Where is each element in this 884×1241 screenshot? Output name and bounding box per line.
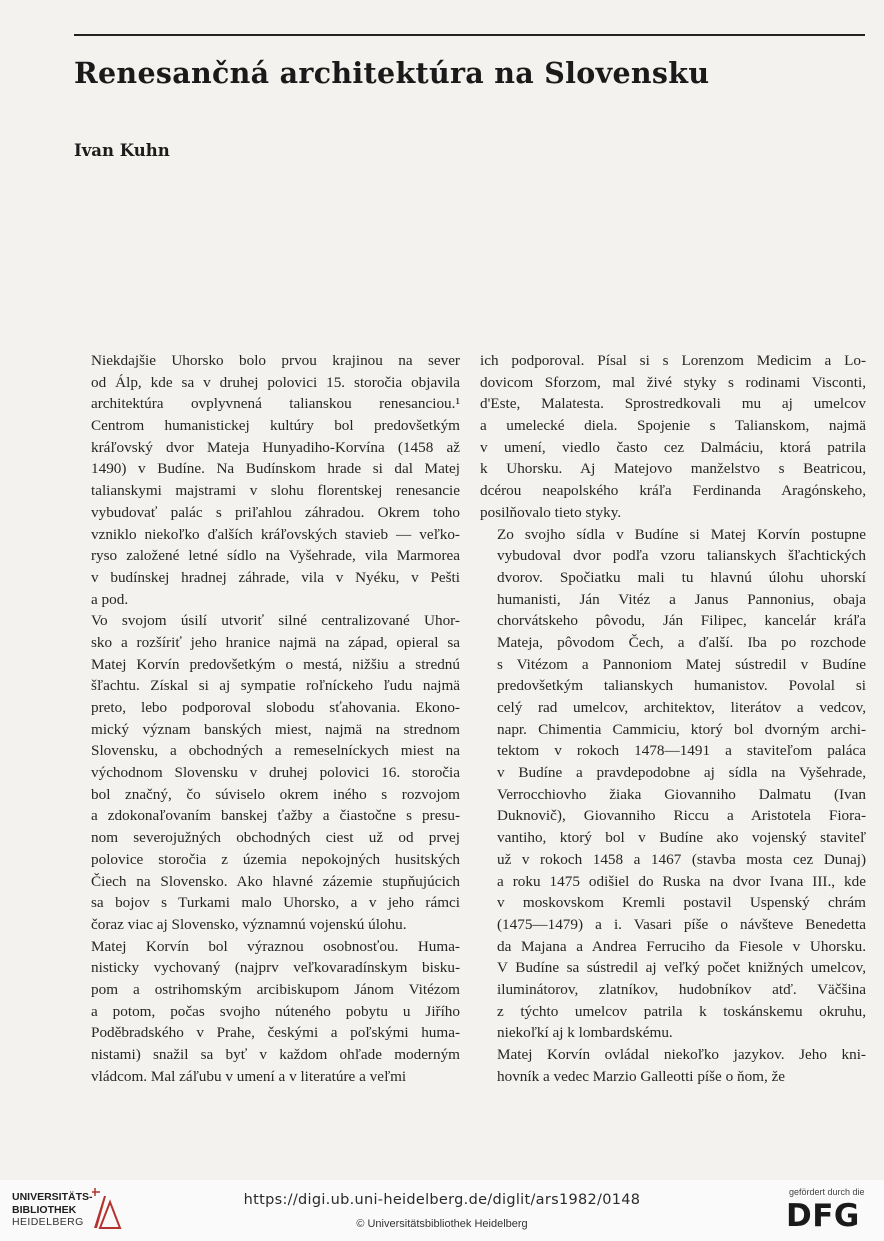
text-line: a pod.	[91, 590, 129, 608]
text-line: napr. Chimentia Cammiciu, ktorý bol dvorným archi-	[497, 720, 866, 738]
text-line: ich podporoval. Písal si s Lorenzom Medicim a Lo-	[480, 352, 866, 369]
paragraph	[74, 350, 460, 610]
text-line: Poděbradského v Prahe, českými a poľskými huma-	[91, 1024, 460, 1042]
text-line: sa bojov s Turkami malo Uhorsko, a v jeho rámci	[91, 894, 460, 912]
text-line: Verrocchiovho žiaka Giovanniho Dalmatu (Ivan	[497, 785, 866, 803]
text-line: da Majana a Andrea Ferruciho da Fiesole v Uhorsku.	[497, 937, 866, 955]
text-line: nistami) snažil sa byť v každom ohľade moderným	[91, 1046, 460, 1063]
text-column-left	[74, 350, 460, 1087]
text-line: nisticky vychovaný (najprv veľkovaradínskym bisku-	[91, 959, 460, 977]
text-line: 1490) v Budíne. Na Budínskom hrade si dal Matej	[91, 460, 460, 478]
text-line: v umení, viedlo často cez Dalmáciu, ktorá patrila	[480, 438, 866, 456]
text-line: čoraz viac aj Slovensko, významnú vojenskú úlohu.	[91, 915, 407, 933]
text-line: Vo svojom úsilí utvoriť silné centralizované Uhor-	[91, 612, 460, 630]
text-line: Duknovič), Giovanniho Riccu a Aristotela Fiora-	[497, 807, 866, 825]
text-line: V Budíne sa sústredil aj veľký počet knižných umelcov,	[497, 959, 866, 977]
text-line: tektom v rokoch 1478—1491 a staviteľom paláca	[497, 742, 866, 760]
text-line: Čiech na Slovensko. Ako hlavné zázemie stupňujúcich	[91, 872, 460, 890]
library-name-line2: BIBLIOTHEK	[12, 1203, 77, 1216]
text-line: Zo svojho sídla v Budíne si Matej Korvín postupne	[497, 525, 866, 543]
text-line: východnom Slovensku v druhej polovici 16. storočia	[91, 764, 460, 782]
text-line: bol značný, čo súviselo okrem iného s rozvojom	[91, 785, 460, 803]
text-line: šľachtu. Získal si aj sympatie roľníckeho ľudu najmä	[91, 677, 460, 695]
text-line: pom a ostrihomským arcibiskupom Jánom Vitézom	[91, 980, 460, 998]
text-line: Centrom humanistickej kultúry bol predovšetkým	[91, 417, 460, 435]
text-line: talianskymi majstrami v slohu florentskej renesancie	[91, 482, 460, 500]
text-line: Niekdajšie Uhorsko bolo prvou krajinou na sever	[91, 352, 460, 369]
text-line: z týchto umelcov patrila k toskánskemu okruhu,	[497, 1002, 866, 1020]
text-line: kráľovský dvor Mateja Hunyadiho-Korvína (1458 až	[91, 438, 460, 456]
paragraph	[480, 524, 866, 1045]
text-line: v Budíne a pravdepodobne aj sídla na Vyšehrade,	[497, 764, 866, 782]
text-line: architektúra ovplyvnená talianskou renesanciou.¹	[91, 395, 460, 413]
funding-label: gefördert durch die	[789, 1187, 865, 1197]
text-column-right	[480, 350, 866, 1087]
library-name-line1: UNIVERSITÄTS-	[12, 1191, 93, 1203]
text-line: a roku 1475 odišiel do Ruska na dvor Ivana III., kde	[497, 872, 866, 890]
text-line: posilňovalo tieto styky.	[480, 503, 622, 521]
text-line: a zdokonaľovaním banskej ťažby a čiastočne s presu-	[91, 807, 460, 825]
text-line: niekoľkí aj k lombardskému.	[497, 1024, 673, 1042]
text-line: vantiho, ktorý bol v Budíne ako vojenský staviteľ	[497, 829, 866, 847]
text-line: humanisti, Ján Vitéz a Janus Pannonius, obaja	[497, 590, 866, 608]
text-line: chorvátskeho pôvodu, Ján Filipec, kancelár kráľa	[497, 612, 866, 630]
text-line: mický význam banských miest, najmä na strednom	[91, 720, 460, 738]
text-line: v budínskej hradnej záhrade, vila v Nyéku, v Pešti	[91, 568, 460, 586]
text-line: k Uhorsku. Aj Matejovo manželstvo s Beatricou,	[480, 460, 866, 478]
text-line: v moskovskom Kremli postavil Uspenský chrám	[497, 894, 866, 912]
text-line: sko a rozšíriť jeho hranice najmä na západ, opieral sa	[91, 633, 460, 651]
text-line: vybudoval dvor podľa vzoru talianskych šľachtických	[497, 547, 866, 565]
article-author: Ivan Kuhn	[74, 141, 170, 160]
text-line: (1475—1479) a i. Vasari píše o návšteve Benedetta	[497, 915, 866, 933]
text-line: Matej Korvín ovládal niekoľko jazykov. Jeho kni-	[497, 1046, 866, 1063]
paragraph	[480, 1044, 866, 1087]
paragraph	[74, 610, 460, 935]
text-line: hovník a vedec Marzio Galleotti píše o ňom, že	[497, 1067, 786, 1085]
text-line: iluminátorov, zlatníkov, hudobníkov atď. Väčšina	[497, 980, 866, 998]
text-line: vybudovať palác s priľahlou záhradou. Okrem toho	[91, 503, 460, 521]
text-line: už v rokoch 1458 a 1467 (stavba mosta cez Dunaj)	[497, 850, 866, 868]
text-line: ryso založené letné sídlo na Vyšehrade, vila Marmorea	[91, 547, 460, 565]
text-line: Matej Korvín predovšetkým o mestá, nižšiu a strednú	[91, 655, 460, 673]
text-line: dcérou neapolského kráľa Ferdinanda Aragónskeho,	[480, 482, 866, 500]
text-line: od Álp, kde sa v druhej polovici 15. storočia objavila	[91, 373, 460, 391]
text-line: Slovensku, a obchodných a remeselníckych miest na	[91, 742, 460, 760]
header-rule	[74, 34, 865, 36]
text-line: Mateja, pôvodom Čech, a ďalší. Iba po rozchode	[497, 633, 866, 651]
dfg-logo[interactable]: DFG	[786, 1198, 860, 1234]
text-line: a potom, počas svojho núteného pobytu u Jiřího	[91, 1002, 460, 1020]
permalink-url[interactable]: https://digi.ub.uni-heidelberg.de/diglit/ars1982/0148	[243, 1192, 641, 1208]
text-line: predovšetkým talianskych humanistov. Povolal si	[497, 677, 866, 695]
text-line: celý rad umelcov, architektov, literátov a vedcov,	[497, 699, 866, 716]
viewer-footer	[0, 1180, 884, 1241]
text-line: Matej Korvín bol výraznou osobnosťou. Huma-	[91, 937, 460, 955]
text-line: vzniklo niekoľko ďalších kráľovských stavieb — veľko-	[91, 525, 460, 543]
text-line: d'Este, Malatesta. Sprostredkovali mu aj umelcov	[480, 395, 866, 413]
paragraph	[74, 936, 460, 1088]
text-line: preto, lebo podporoval slobodu sťahovania. Ekono-	[91, 699, 460, 716]
paragraph	[480, 350, 866, 524]
library-name-line3: HEIDELBERG	[12, 1216, 84, 1228]
text-line: dovicom Sforzom, mal živé styky s rodinami Visconti,	[480, 373, 866, 391]
copyright-notice: © Universitätsbibliothek Heidelberg	[356, 1218, 528, 1230]
text-line: s Vitézom a Pannoniom Matej sústredil v Budíne	[497, 655, 866, 673]
text-line: a umelecké diela. Spojenie s Talianskom, najmä	[480, 417, 866, 435]
text-line: nom severojužných obchodných ciest už od prvej	[91, 829, 460, 847]
text-line: polovice storočia z územia nepokojných husitských	[91, 850, 460, 868]
text-line: dvorov. Spočiatku mali tu hlavnú úlohu uhorskí	[497, 568, 866, 586]
text-line: vládcom. Mal záľubu v umení a v literatúre a veľmi	[91, 1067, 407, 1085]
article-title: Renesančná architektúra na Slovensku	[74, 56, 710, 90]
